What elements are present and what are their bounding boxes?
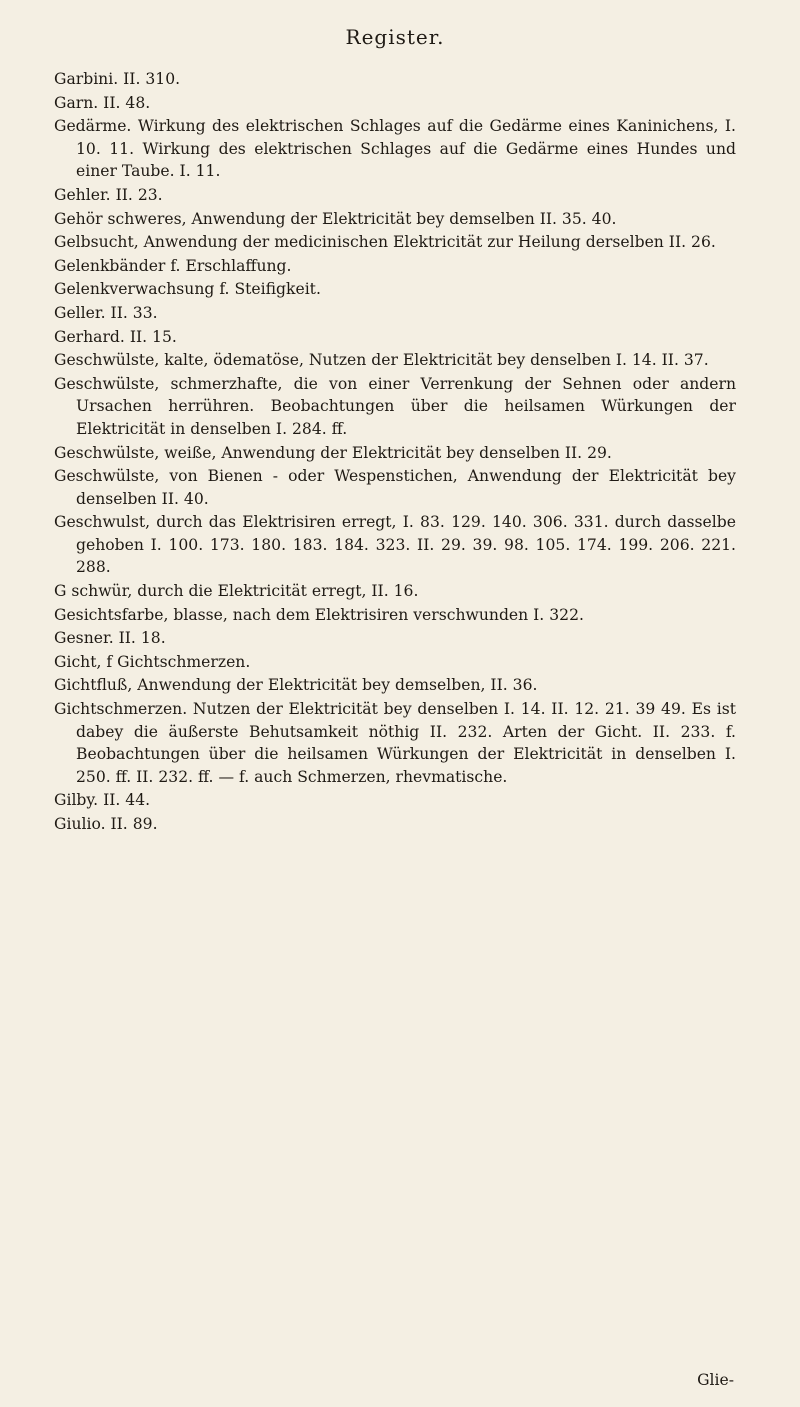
register-entry: Gesner. II. 18.: [54, 629, 166, 648]
register-entry: Garn. II. 48.: [54, 93, 151, 112]
register-entry: Gesichtsfarbe, blasse, nach dem Elektrisiren verschwunden I. 322.: [54, 605, 584, 624]
register-entry: Geschwülste, schmerzhafte, die von einer Verrenkung der Sehnen oder andern Ursachen herrühren. Beobachtungen über die heilsamen Würkungen der Elektricität in denselben I. 284. ff.: [54, 374, 736, 438]
register-entry: Gelenkverwachsung f. Steifigkeit.: [54, 280, 321, 299]
register-entry: G schwür, durch die Elektricität erregt, II. 16.: [54, 582, 419, 601]
register-entry: Gichtfluß, Anwendung der Elektricität bey demselben, II. 36.: [54, 676, 538, 695]
register-entry: Gicht, f Gichtschmerzen.: [54, 652, 251, 671]
register-entries: [54, 68, 736, 836]
register-entry: Giulio. II. 89.: [54, 815, 158, 833]
register-entry: Gehler. II. 23.: [54, 185, 163, 204]
register-entry: Gilby. II. 44.: [54, 791, 151, 810]
register-entry: Gerhard. II. 15.: [54, 327, 177, 346]
register-entry: Geschwülste, weiße, Anwendung der Elektricität bey denselben II. 29.: [54, 443, 612, 462]
register-entry: Gelbsucht, Anwendung der medicinischen Elektricität zur Heilung derselben II. 26.: [54, 233, 716, 252]
register-entry: Gichtschmerzen. Nutzen der Elektricität bey denselben I. 14. II. 12. 21. 39 49. Es ist dabey die äußerste Behutsamkeit nöthig II. 232. Arten der Gicht. II. 233. f. Beobachtungen über die heilsamen Würkungen der Elektricität in denselben I. 250. ff. II. 232. ff. — f. auch Schmerzen, rhevmatische.: [54, 700, 736, 786]
catchword: Glie-: [697, 1371, 734, 1389]
page-header: Register.: [345, 25, 445, 49]
register-entry: Gedärme. Wirkung des elektrischen Schlages auf die Gedärme eines Kaninichens, I. 10. 11. Wirkung des elektrischen Schlages auf die Gedärme eines Hundes und einer Taube. I. 11.: [54, 117, 736, 181]
register-entry: Geller. II. 33.: [54, 303, 158, 322]
register-entry: Geschwulst, durch das Elektrisiren erregt, I. 83. 129. 140. 306. 331. durch dasselbe gehoben I. 100. 173. 180. 183. 184. 323. II. 29. 39. 98. 105. 174. 199. 206. 221. 288.: [54, 513, 736, 577]
register-entry: Geschwülste, kalte, ödematöse, Nutzen der Elektricität bey denselben I. 14. II. 37.: [54, 351, 709, 370]
register-entry: Garbini. II. 310.: [54, 70, 181, 88]
register-entry: Gelenkbänder f. Erschlaffung.: [54, 256, 292, 275]
register-entry: Geschwülste, von Bienen - oder Wespenstichen, Anwendung der Elektricität bey denselben II. 40.: [54, 467, 736, 508]
register-entry: Gehör schweres, Anwendung der Elektricität bey demselben II. 35. 40.: [54, 209, 617, 228]
